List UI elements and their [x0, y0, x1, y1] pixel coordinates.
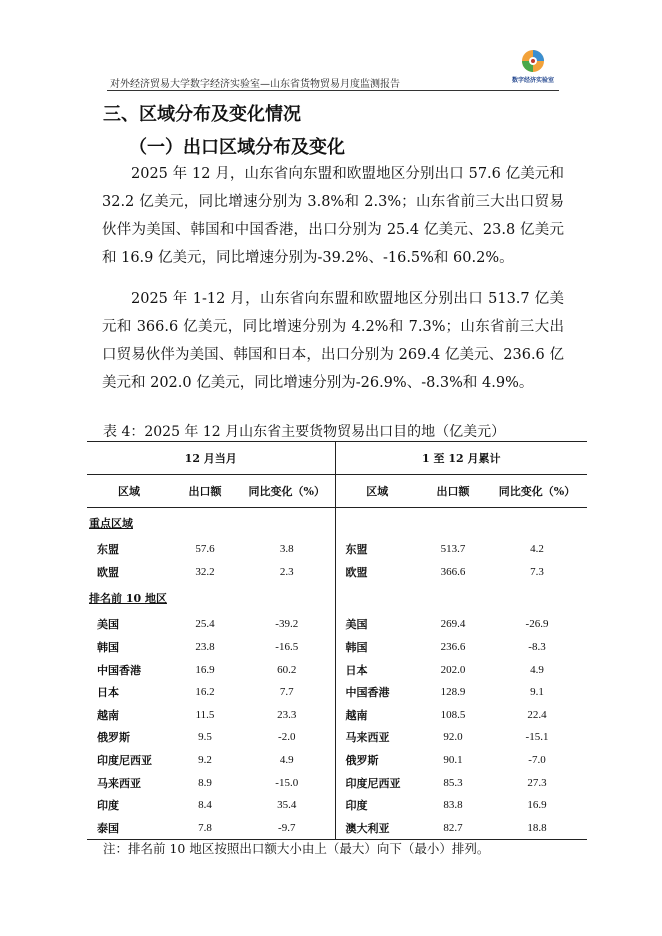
top10-body: [87, 613, 587, 839]
export-value: 9.2: [198, 754, 212, 767]
export-value: 23.8: [195, 641, 215, 654]
group-header-cumulative: 1 至 12 月累计: [335, 442, 587, 475]
section-title: 三、区域分布及变化情况: [103, 104, 301, 125]
yoy-value: 35.4: [239, 794, 335, 817]
export-value: 16.9: [195, 663, 215, 676]
col-header-yoy: 同比变化（%）: [487, 475, 587, 508]
yoy-value: -26.9: [525, 618, 549, 631]
table-row: [87, 726, 587, 749]
table-row: [87, 538, 587, 561]
yoy-value: 22.4: [527, 708, 547, 721]
region-name: 中国香港: [97, 663, 141, 677]
region-name: 东盟: [345, 543, 368, 557]
yoy-value: 7.3: [530, 565, 544, 578]
yoy-value: -2.0: [239, 726, 335, 749]
region-name: 越南: [345, 708, 368, 722]
region-name: 欧盟: [345, 565, 368, 579]
region-name: 越南: [97, 708, 119, 722]
yoy-value: 7.7: [239, 681, 335, 704]
region-name: 俄罗斯: [345, 754, 379, 768]
region-name: 印度尼西亚: [97, 754, 152, 768]
export-destination-table: [87, 441, 587, 840]
logo-icon: [505, 48, 561, 76]
table-row: [87, 681, 587, 704]
table-row: [87, 658, 587, 681]
export-value: 108.5: [440, 708, 466, 721]
section-label-key-regions: 重点区域: [87, 508, 335, 539]
region-name: 韩国: [345, 641, 368, 655]
table-group-header: [87, 442, 587, 475]
export-value: 92.0: [443, 731, 463, 744]
col-header-export: 出口额: [419, 475, 487, 508]
section-row-key-regions: [87, 508, 587, 539]
region-name: 欧盟: [97, 565, 119, 579]
region-name: 俄罗斯: [97, 731, 130, 745]
yoy-value: 27.3: [527, 776, 547, 789]
export-value: 57.6: [195, 543, 215, 556]
region-name: 马来西亚: [97, 776, 141, 790]
col-header-region: 区域: [335, 475, 419, 508]
yoy-value: 23.3: [239, 704, 335, 727]
export-value: 85.3: [443, 776, 463, 789]
export-value: 25.4: [195, 618, 215, 631]
key-regions-body: [87, 538, 587, 583]
region-name: 日本: [97, 686, 119, 700]
export-value: 9.5: [198, 731, 212, 744]
group-header-month: 12 月当月: [87, 442, 335, 475]
yoy-value: 9.1: [530, 686, 544, 699]
sub-title: （一）出口区域分布及变化: [129, 137, 345, 158]
export-value: 90.1: [443, 754, 463, 767]
table-row: [87, 817, 587, 840]
yoy-value: -15.0: [239, 771, 335, 794]
lab-logo: [505, 48, 561, 88]
header-title: 对外经济贸易大学数字经济实验室—山东省货物贸易月度监测报告: [110, 79, 400, 90]
region-name: 印度尼西亚: [345, 776, 401, 790]
yoy-value: 4.2: [530, 543, 544, 556]
table-row: [87, 794, 587, 817]
export-value: 8.4: [198, 799, 212, 812]
paragraph-cumulative: 2025 年 1-12 月，山东省向东盟和欧盟地区分别出口 513.7 亿美元和 366.6 亿美元，同比增速分别为 4.2%和 7.3%；山东省前三大出口贸易伙伴为美国、韩国和日本，出口分别为 269.4 亿美元、236.6 亿美元和 202.0 亿美元，同比增速分别为-26.9%、-8.3%和 4.9%。: [102, 291, 564, 391]
yoy-value: 2.3: [239, 561, 335, 584]
region-name: 马来西亚: [345, 731, 390, 745]
export-value: 269.4: [440, 618, 466, 631]
region-name: 印度: [97, 799, 119, 813]
region-name: 东盟: [97, 543, 119, 557]
export-value: 16.2: [195, 686, 215, 699]
header-divider: [107, 90, 559, 91]
region-name: 日本: [345, 663, 368, 677]
table-row: [87, 749, 587, 772]
yoy-value: 4.9: [530, 663, 544, 676]
section-row-top10: [87, 583, 587, 613]
table-row: [87, 561, 587, 584]
yoy-value: 4.9: [239, 749, 335, 772]
export-value: 11.5: [195, 708, 215, 721]
yoy-value: 16.9: [527, 799, 547, 812]
export-value: 513.7: [440, 543, 466, 556]
table-caption: 表 4：2025 年 12 月山东省主要货物贸易出口目的地（亿美元）: [103, 424, 506, 440]
region-name: 泰国: [87, 817, 171, 840]
table-row: [87, 771, 587, 794]
table-row: [87, 636, 587, 659]
export-value: 82.7: [419, 817, 487, 840]
yoy-value: 3.8: [239, 538, 335, 561]
export-value: 202.0: [440, 663, 466, 676]
table-column-header: [87, 475, 587, 508]
col-header-region: 区域: [87, 475, 171, 508]
col-header-export: 出口额: [171, 475, 239, 508]
section-label-top10: 排名前 10 地区: [87, 583, 335, 613]
export-value: 8.9: [198, 776, 212, 789]
yoy-value: -39.2: [239, 613, 335, 636]
logo-text: 数字经济实验室: [511, 77, 554, 84]
export-value: 236.6: [440, 641, 466, 654]
yoy-value: -16.5: [239, 636, 335, 659]
region-name: 中国香港: [345, 686, 390, 700]
table-row: [87, 613, 587, 636]
export-value: 128.9: [440, 686, 466, 699]
region-name: 印度: [345, 799, 368, 813]
region-name: 美国: [97, 618, 119, 632]
region-name: 韩国: [97, 641, 119, 655]
yoy-value: 60.2: [239, 658, 335, 681]
yoy-value: -7.0: [528, 754, 546, 767]
yoy-value: -9.7: [239, 817, 335, 840]
col-header-yoy: 同比变化（%）: [239, 475, 335, 508]
yoy-value: -8.3: [528, 641, 546, 654]
export-value: 32.2: [195, 565, 215, 578]
export-value: 83.8: [443, 799, 463, 812]
yoy-value: 18.8: [487, 817, 587, 840]
yoy-value: -15.1: [525, 731, 549, 744]
export-value: 7.8: [171, 817, 239, 840]
region-name: 澳大利亚: [335, 817, 419, 840]
export-value: 366.6: [440, 565, 466, 578]
table-note: 注：排名前 10 地区按照出口额大小由上（最大）向下（最小）排列。: [103, 841, 490, 856]
paragraph-monthly: 2025 年 12 月，山东省向东盟和欧盟地区分别出口 57.6 亿美元和 32.2 亿美元，同比增速分别为 3.8%和 2.3%；山东省前三大出口贸易伙伴为美国、韩国和中国香港，出口分别为 25.4 亿美元、23.8 亿美元和 16.9 亿美元，同比增速分别为-39.2%、-16.5%和 60.2%。: [102, 166, 564, 266]
table-row: [87, 704, 587, 727]
region-name: 美国: [345, 618, 368, 632]
